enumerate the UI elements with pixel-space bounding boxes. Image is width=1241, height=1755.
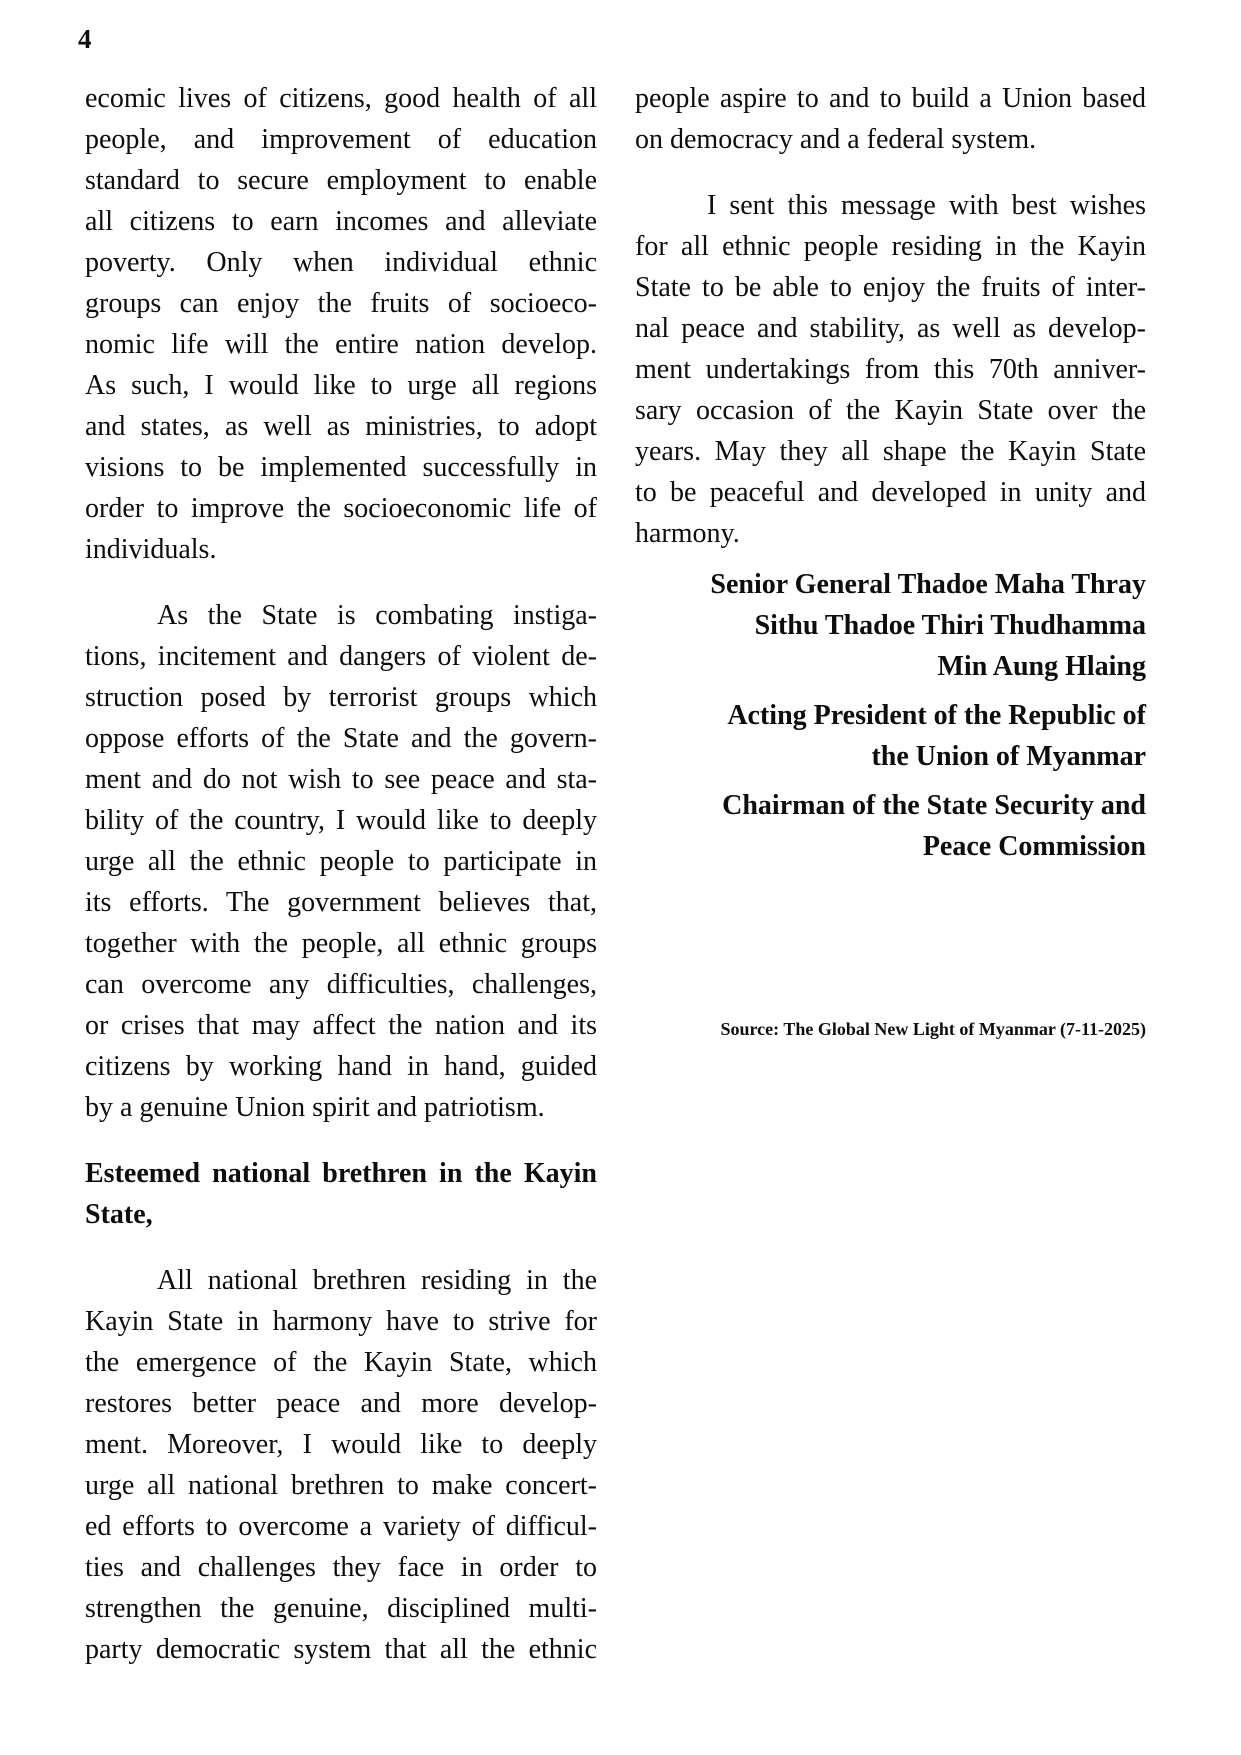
text-line: urge all national brethren to make concert- xyxy=(85,1470,597,1501)
text-line: or crises that may affect the nation and its xyxy=(85,1010,597,1041)
text-line: State, xyxy=(85,1199,153,1230)
text-line: Esteemed national brethren in the Kayin xyxy=(85,1158,597,1189)
text-line: individuals. xyxy=(85,534,217,565)
text-line: standard to secure employment to enable xyxy=(85,165,597,196)
text-line: can overcome any difficulties, challenges, xyxy=(85,969,597,1000)
text-line: I sent this message with best wishes xyxy=(707,190,1146,221)
paragraph xyxy=(635,185,1146,554)
paragraph xyxy=(85,1260,597,1670)
text-line: years. May they all shape the Kayin State xyxy=(635,436,1146,467)
text-line: nal peace and stability, as well as develop- xyxy=(635,313,1146,344)
text-line: by a genuine Union spirit and patriotism. xyxy=(85,1092,545,1123)
text-line: restores better peace and more develop- xyxy=(85,1388,597,1419)
text-line: together with the people, all ethnic groups xyxy=(85,928,597,959)
text-line: all citizens to earn incomes and alleviate xyxy=(85,206,597,237)
text-line: All national brethren residing in the xyxy=(157,1265,597,1296)
right-column xyxy=(635,78,1146,1041)
text-line: tions, incitement and dangers of violent de- xyxy=(85,641,597,672)
text-line: struction posed by terrorist groups which xyxy=(85,682,597,713)
paragraph xyxy=(85,595,597,1128)
paragraph-continuation xyxy=(85,78,597,570)
text-line: order to improve the socioeconomic life of xyxy=(85,493,597,524)
text-line: As such, I would like to urge all regions xyxy=(85,370,597,401)
text-line: oppose efforts of the State and the govern- xyxy=(85,723,597,754)
text-line: State to be able to enjoy the fruits of inter- xyxy=(635,272,1146,303)
text-line: to be peaceful and developed in unity and xyxy=(635,477,1146,508)
signatory-title-president xyxy=(635,695,1146,777)
text-line: its efforts. The government believes that, xyxy=(85,887,597,918)
left-column xyxy=(85,78,597,1695)
text-line: Acting President of the Republic of xyxy=(727,700,1146,731)
signatory-title-chairman xyxy=(635,785,1146,867)
text-line: Sithu Thadoe Thiri Thudhamma xyxy=(754,610,1146,641)
text-line: for all ethnic people residing in the Kayin xyxy=(635,231,1146,262)
text-line: ed efforts to overcome a variety of difficul- xyxy=(85,1511,597,1542)
text-line: bility of the country, I would like to deeply xyxy=(85,805,597,836)
page-number: 4 xyxy=(78,24,92,54)
text-line: the Union of Myanmar xyxy=(871,741,1146,772)
text-line: groups can enjoy the fruits of socioeco- xyxy=(85,288,597,319)
text-line: ment and do not wish to see peace and sta- xyxy=(85,764,597,795)
section-heading xyxy=(85,1153,597,1235)
text-line: ecomic lives of citizens, good health of all xyxy=(85,83,597,114)
text-line: and states, as well as ministries, to adopt xyxy=(85,411,597,442)
text-line: As the State is combating instiga- xyxy=(157,600,597,631)
text-line: ment. Moreover, I would like to deeply xyxy=(85,1429,597,1460)
text-line: visions to be implemented successfully in xyxy=(85,452,597,483)
text-line: poverty. Only when individual ethnic xyxy=(85,247,597,278)
signatory-name xyxy=(635,564,1146,687)
text-line: Peace Commission xyxy=(922,831,1146,862)
text-line: nomic life will the entire nation develop. xyxy=(85,329,597,360)
paragraph-continuation xyxy=(635,78,1146,160)
text-line: the emergence of the Kayin State, which xyxy=(85,1347,597,1378)
text-line: ment undertakings from this 70th anniver- xyxy=(635,354,1146,385)
text-line: Source: The Global New Light of Myanmar (7-11-2025) xyxy=(720,1019,1146,1039)
text-line: Senior General Thadoe Maha Thray xyxy=(710,569,1146,600)
text-line: people, and improvement of education xyxy=(85,124,597,155)
text-line: citizens by working hand in hand, guided xyxy=(85,1051,597,1082)
text-line: ties and challenges they face in order to xyxy=(85,1552,597,1583)
text-line: party democratic system that all the ethnic xyxy=(85,1634,597,1665)
text-line: strengthen the genuine, disciplined multi- xyxy=(85,1593,597,1624)
text-line: sary occasion of the Kayin State over the xyxy=(635,395,1146,426)
source-attribution xyxy=(635,1017,1146,1041)
text-line: Chairman of the State Security and xyxy=(722,790,1146,821)
text-line: on democracy and a federal system. xyxy=(635,124,1037,155)
text-line: people aspire to and to build a Union based xyxy=(635,83,1146,114)
text-line: Min Aung Hlaing xyxy=(937,651,1146,682)
text-line: urge all the ethnic people to participate in xyxy=(85,846,597,877)
text-line: harmony. xyxy=(635,518,740,549)
text-line: Kayin State in harmony have to strive for xyxy=(85,1306,597,1337)
